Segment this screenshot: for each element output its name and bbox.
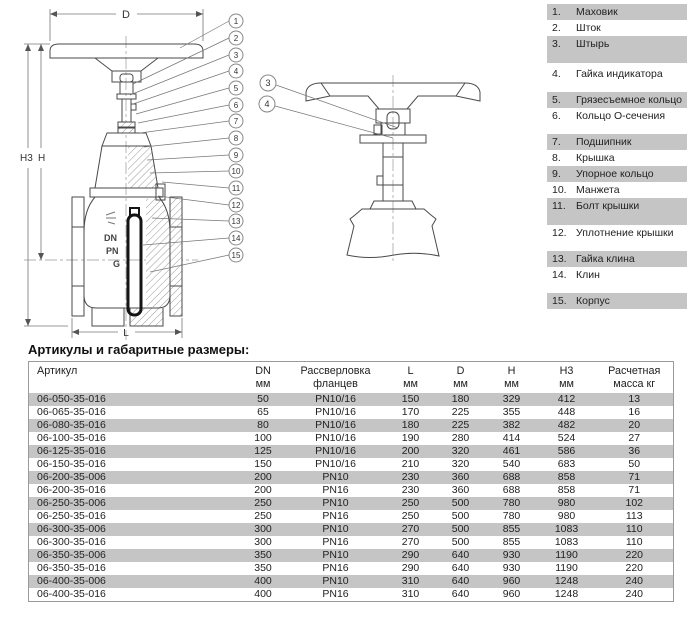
value-cell: 1190 — [555, 549, 578, 561]
value-cell: 220 — [625, 562, 644, 574]
value-cell: 170 — [401, 406, 420, 418]
col-d-line1: D — [456, 365, 465, 377]
table-row — [29, 432, 674, 445]
value-cell: 688 — [502, 471, 521, 483]
parts-list-item-7 — [547, 134, 687, 150]
value-cell: 960 — [502, 588, 521, 600]
dim-d-label: D — [122, 9, 130, 21]
value-cell: PN10 — [322, 523, 349, 535]
callout-number: 3 — [265, 78, 271, 89]
callout-number: 2 — [233, 33, 239, 43]
value-cell: 280 — [451, 432, 470, 444]
value-cell: 80 — [257, 419, 269, 431]
item-number: 13. — [552, 253, 567, 265]
item-number: 2. — [552, 22, 561, 34]
col-dn — [241, 362, 286, 394]
value-cell: 1248 — [554, 588, 579, 600]
table-row — [29, 510, 674, 523]
col-drilling-line2: фланцев — [313, 378, 358, 390]
value-cell: 1248 — [554, 575, 579, 587]
dimensions-table — [28, 361, 674, 602]
value-cell: PN16 — [322, 562, 349, 574]
value-cell: 540 — [502, 458, 521, 470]
value-cell: 980 — [557, 510, 576, 522]
value-cell: 524 — [557, 432, 576, 444]
item-label: Маховик — [576, 6, 618, 18]
wedge — [128, 208, 141, 315]
value-cell: 414 — [502, 432, 521, 444]
value-cell: 500 — [451, 497, 470, 509]
value-cell: 780 — [502, 497, 521, 509]
value-cell: 240 — [625, 575, 644, 587]
parts-list-item-10 — [547, 182, 687, 198]
value-cell: 102 — [625, 497, 644, 509]
value-cell: 225 — [451, 419, 470, 431]
table-body — [29, 393, 674, 602]
col-mass-line2: масса кг — [613, 378, 656, 390]
value-cell: 110 — [625, 523, 643, 535]
value-cell: 220 — [625, 549, 644, 561]
value-cell: PN10/16 — [315, 406, 356, 418]
parts-list-item-1 — [547, 4, 687, 20]
value-cell: 310 — [401, 588, 420, 600]
item-number: 5. — [552, 94, 561, 106]
value-cell: 930 — [502, 562, 521, 574]
value-cell: 930 — [502, 549, 521, 561]
value-cell: 400 — [254, 575, 272, 587]
value-cell: 360 — [451, 484, 470, 496]
value-cell: 230 — [401, 471, 420, 483]
callout-9 — [147, 148, 243, 162]
value-cell: PN16 — [322, 510, 349, 522]
table-header — [29, 362, 674, 394]
item-label: Кольцо О-сечения — [576, 110, 666, 122]
value-cell: 400 — [254, 588, 272, 600]
value-cell: 290 — [401, 549, 420, 561]
value-cell: 355 — [502, 406, 521, 418]
dn-mark: DN — [104, 233, 117, 243]
col-l — [386, 362, 436, 394]
value-cell: 200 — [254, 471, 272, 483]
value-cell: 1190 — [555, 562, 578, 574]
value-cell: 350 — [254, 562, 272, 574]
value-cell: 125 — [254, 445, 272, 457]
item-number: 3. — [552, 38, 561, 50]
value-cell: PN10 — [322, 549, 349, 561]
parts-list-item-9 — [547, 166, 687, 182]
callout-number: 14 — [231, 233, 241, 243]
article-cell: 06-400-35-006 — [37, 575, 106, 587]
value-cell: 250 — [254, 510, 272, 522]
parts-list-item-5 — [547, 92, 687, 108]
article-cell: 06-300-35-016 — [37, 536, 106, 548]
value-cell: 482 — [557, 419, 576, 431]
table-row — [29, 419, 674, 432]
value-cell: PN10/16 — [315, 445, 356, 457]
col-dn-line2: мм — [255, 378, 271, 390]
col-l-line2: мм — [403, 378, 418, 390]
article-cell: 06-350-35-016 — [37, 562, 106, 574]
table-row — [29, 445, 674, 458]
parts-list-item-3 — [547, 36, 687, 63]
value-cell: 50 — [628, 458, 641, 470]
value-cell: 36 — [628, 445, 641, 457]
callout-number: 13 — [231, 216, 241, 226]
parts-list-item-13 — [547, 251, 687, 267]
value-cell: 110 — [625, 536, 643, 548]
value-cell: 180 — [401, 419, 420, 431]
valve-section-drawing — [0, 0, 250, 350]
col-article — [29, 362, 241, 394]
callout-11 — [162, 181, 243, 195]
col-mass-line1: Расчетная — [608, 365, 661, 377]
article-cell: 06-250-35-016 — [37, 510, 106, 522]
value-cell: 500 — [451, 536, 470, 548]
article-cell: 06-125-35-016 — [37, 445, 106, 457]
callout-number: 5 — [233, 83, 239, 93]
col-h-line2: мм — [504, 378, 519, 390]
table-row — [29, 393, 674, 406]
article-cell: 06-200-35-016 — [37, 484, 106, 496]
value-cell: 300 — [254, 523, 272, 535]
item-number: 10. — [552, 184, 567, 196]
item-number: 1. — [552, 6, 561, 18]
callout-number: 7 — [233, 116, 239, 126]
parts-list-item-12 — [547, 225, 687, 241]
value-cell: 780 — [502, 510, 521, 522]
value-cell: 500 — [451, 510, 470, 522]
value-cell: PN10/16 — [315, 432, 356, 444]
item-label: Гайка индикатора — [576, 68, 663, 80]
table-row — [29, 471, 674, 484]
item-label: Гайка клина — [576, 253, 635, 265]
value-cell: PN16 — [322, 484, 349, 496]
value-cell: 320 — [451, 458, 470, 470]
value-cell: 586 — [557, 445, 576, 457]
value-cell: 50 — [257, 393, 269, 405]
value-cell: 16 — [628, 406, 641, 418]
callout-number: 9 — [233, 150, 239, 160]
col-article-line1: Артикул — [37, 365, 78, 377]
item-number: 11. — [552, 200, 566, 212]
item-label: Штырь — [576, 38, 610, 50]
value-cell: 200 — [401, 445, 420, 457]
value-cell: 210 — [401, 458, 420, 470]
value-cell: 113 — [625, 510, 643, 522]
table-row — [29, 523, 674, 536]
value-cell: 688 — [502, 484, 521, 496]
article-cell: 06-080-35-016 — [37, 419, 106, 431]
value-cell: PN16 — [322, 588, 349, 600]
table-row — [29, 406, 674, 419]
item-label: Подшипник — [576, 136, 632, 148]
item-label: Уплотнение крышки — [576, 227, 674, 239]
value-cell: 350 — [254, 549, 272, 561]
value-cell: 310 — [401, 575, 420, 587]
table-row — [29, 588, 674, 602]
value-cell: 270 — [401, 536, 420, 548]
value-cell: 13 — [628, 393, 641, 405]
item-label: Упорное кольцо — [576, 168, 654, 180]
callout-number: 6 — [233, 100, 239, 110]
value-cell: 500 — [451, 523, 470, 535]
value-cell: 200 — [254, 484, 272, 496]
handwheel-detail-drawing — [248, 35, 543, 265]
value-cell: 461 — [502, 445, 521, 457]
col-dn-line1: DN — [255, 365, 271, 377]
article-cell: 06-050-35-016 — [37, 393, 106, 405]
callout-number: 3 — [233, 50, 239, 60]
body-cast-marks — [104, 212, 120, 269]
value-cell: 65 — [257, 406, 269, 418]
col-drilling-line1: Рассверловка — [300, 365, 371, 377]
value-cell: 382 — [502, 419, 521, 431]
value-cell: 71 — [628, 471, 641, 483]
callout-number: 12 — [231, 200, 241, 210]
table-row — [29, 484, 674, 497]
col-d — [436, 362, 486, 394]
parts-list-item-8 — [547, 150, 687, 166]
item-number: 4. — [552, 68, 561, 80]
item-label: Манжета — [576, 184, 620, 196]
value-cell: 300 — [254, 536, 272, 548]
callout-number: 10 — [231, 166, 241, 176]
table-title: Артикулы и габаритные размеры: — [28, 342, 250, 357]
parts-list-item-14 — [547, 267, 687, 283]
col-h3 — [538, 362, 596, 394]
table-row — [29, 549, 674, 562]
article-cell: 06-350-35-006 — [37, 549, 106, 561]
value-cell: 683 — [557, 458, 576, 470]
parts-list — [547, 4, 687, 309]
value-cell: 190 — [401, 432, 420, 444]
article-cell: 06-300-35-006 — [37, 523, 106, 535]
value-cell: 230 — [401, 484, 420, 496]
item-number: 14. — [552, 269, 567, 281]
callout-10 — [150, 164, 243, 178]
item-label: Болт крышки — [576, 200, 640, 212]
parts-list-item-15 — [547, 293, 687, 309]
value-cell: 240 — [625, 588, 644, 600]
dimension-h3-h — [24, 44, 68, 326]
article-cell: 06-065-35-016 — [37, 406, 106, 418]
g-mark: G — [113, 259, 121, 269]
value-cell: 71 — [628, 484, 641, 496]
value-cell: 150 — [401, 393, 420, 405]
col-h-line1: H — [507, 365, 516, 377]
item-number: 9. — [552, 168, 561, 180]
col-d-line2: мм — [453, 378, 468, 390]
col-h3-line2: мм — [559, 378, 574, 390]
parts-list-item-11 — [547, 198, 687, 225]
callout-number: 4 — [264, 99, 270, 110]
item-number: 8. — [552, 152, 561, 164]
callout-6 — [138, 98, 243, 123]
item-label: Шток — [576, 22, 601, 34]
brand-mark — [106, 212, 116, 224]
callout-number: 11 — [231, 183, 241, 193]
item-number: 7. — [552, 136, 561, 148]
value-cell: 640 — [451, 588, 470, 600]
table-row — [29, 458, 674, 471]
value-cell: 320 — [451, 445, 470, 457]
value-cell: 412 — [557, 393, 576, 405]
callout-number: 1 — [233, 16, 239, 26]
col-drilling — [286, 362, 386, 394]
value-cell: 225 — [451, 406, 470, 418]
value-cell: 960 — [502, 575, 521, 587]
col-h3-line1: H3 — [559, 365, 574, 377]
value-cell: 1083 — [554, 523, 579, 535]
item-label: Клин — [576, 269, 600, 281]
dim-h-label: H — [38, 153, 46, 164]
table-row — [29, 575, 674, 588]
value-cell: PN16 — [322, 536, 349, 548]
value-cell: 290 — [401, 562, 420, 574]
parts-list-item-6 — [547, 108, 687, 124]
value-cell: PN10 — [322, 471, 349, 483]
value-cell: 640 — [451, 575, 470, 587]
item-number: 12. — [552, 227, 567, 239]
value-cell: PN10 — [322, 497, 349, 509]
article-cell: 06-100-35-016 — [37, 432, 106, 444]
value-cell: 150 — [254, 458, 272, 470]
value-cell: 180 — [451, 393, 470, 405]
value-cell: 100 — [254, 432, 272, 444]
parts-list-item-4 — [547, 66, 687, 82]
article-cell: 06-400-35-016 — [37, 588, 106, 600]
col-h — [486, 362, 538, 394]
col-article-line2 — [37, 378, 239, 391]
callout-number: 4 — [233, 66, 239, 76]
value-cell: 980 — [557, 497, 576, 509]
col-l-line1: L — [407, 365, 414, 377]
value-cell: PN10/16 — [315, 393, 356, 405]
value-cell: 250 — [401, 510, 420, 522]
value-cell: 20 — [628, 419, 641, 431]
callout-7 — [140, 114, 243, 133]
table-row — [29, 562, 674, 575]
item-label: Крышка — [576, 152, 615, 164]
value-cell: 855 — [502, 536, 521, 548]
callout-number: 15 — [231, 250, 241, 260]
value-cell: 270 — [401, 523, 420, 535]
item-number: 15. — [552, 295, 567, 307]
value-cell: 250 — [254, 497, 272, 509]
table-row — [29, 536, 674, 549]
value-cell: 640 — [451, 562, 470, 574]
value-cell: 360 — [451, 471, 470, 483]
value-cell: 855 — [502, 523, 521, 535]
parts-list-item-2 — [547, 20, 687, 36]
value-cell: 329 — [502, 393, 521, 405]
dim-h3-label: H3 — [20, 153, 33, 164]
value-cell: 250 — [401, 497, 420, 509]
value-cell: 27 — [628, 432, 641, 444]
dim-l-label: L — [123, 328, 129, 339]
value-cell: 640 — [451, 549, 470, 561]
pn-mark: PN — [106, 246, 119, 256]
callout-4 — [133, 64, 243, 104]
value-cell: 858 — [557, 471, 576, 483]
article-cell: 06-200-35-006 — [37, 471, 106, 483]
col-mass — [596, 362, 674, 394]
callout-3 — [130, 48, 243, 95]
item-number: 6. — [552, 110, 561, 122]
value-cell: PN10/16 — [315, 419, 356, 431]
callout-number: 8 — [233, 133, 239, 143]
value-cell: PN10/16 — [315, 458, 356, 470]
value-cell: PN10 — [322, 575, 349, 587]
table-row — [29, 497, 674, 510]
value-cell: 448 — [557, 406, 576, 418]
value-cell: 858 — [557, 484, 576, 496]
article-cell: 06-250-35-006 — [37, 497, 106, 509]
item-label: Грязесъемное кольцо — [576, 94, 682, 106]
callout-8 — [144, 131, 243, 147]
item-label: Корпус — [576, 295, 610, 307]
value-cell: 1083 — [554, 536, 579, 548]
article-cell: 06-150-35-016 — [37, 458, 106, 470]
